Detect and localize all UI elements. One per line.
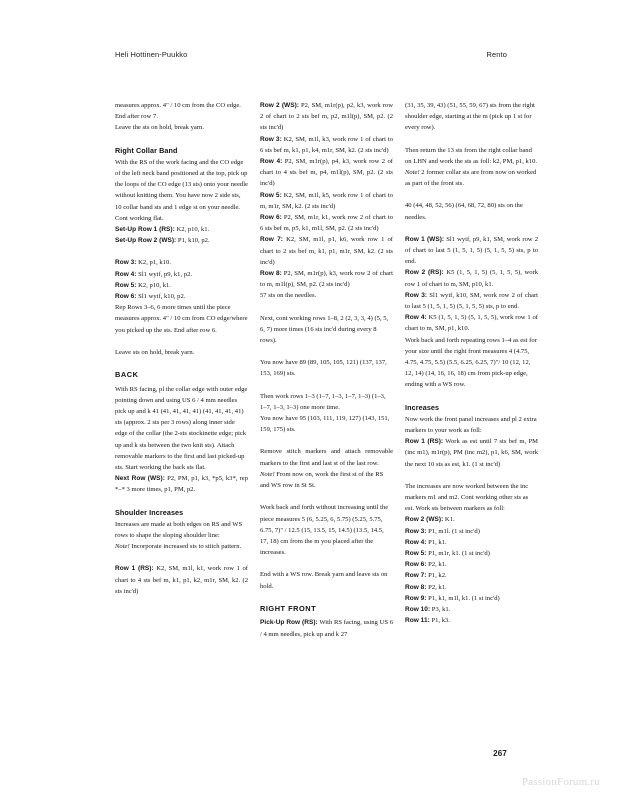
row-label: Row 4: bbox=[405, 314, 427, 322]
section-heading: Shoulder Increases bbox=[115, 507, 184, 517]
instruction-row: Row 5: P1, m1r, k1. (1 st inc'd) bbox=[405, 550, 490, 558]
note-label: Note! bbox=[115, 543, 130, 551]
instruction-row: Row 3: P1, m1l. (1 st inc'd) bbox=[405, 527, 480, 535]
row-label: Row 1 (RS): bbox=[405, 438, 444, 446]
row-label: Row 7: bbox=[260, 236, 283, 244]
major-section-heading: RIGHT FRONT bbox=[260, 603, 317, 613]
section-heading: Increases bbox=[405, 402, 440, 412]
watermark: PassionForum.ru bbox=[521, 776, 600, 788]
row-label: Row 3: bbox=[260, 135, 282, 143]
instruction-row: Row 6: P2, k1. bbox=[405, 561, 447, 569]
body-paragraph: Remove stitch markers and attach removable markers to the first and last st of the last row. bbox=[260, 448, 393, 467]
header-author: Heli Hottinen-Puukko bbox=[115, 50, 188, 59]
instruction-row: Row 3: K2, SM, m1l, k3, work row 1 of chart to 6 sts bef m, k1, p1, k4, m1r, SM, k2. (2 sts inc'd) bbox=[260, 135, 393, 154]
body-paragraph: (31, 35, 39, 43) (51, 55, 59, 67) sts from the right shoulder edge, starting at the m (pick up 1 st for every row). bbox=[405, 102, 535, 132]
body-paragraph: Note! Incorporate increased sts to stitch pattern. bbox=[115, 543, 242, 551]
instruction-row: Row 8: P2, SM, m1r(p), k3, work row 2 of chart to m, m1l(p), SM, p2. (2 sts inc'd) bbox=[260, 270, 393, 289]
body-paragraph: Note! From now on, work the first st of the RS and WS row in St St. bbox=[260, 470, 384, 490]
instruction-row: Row 8: P2, k1. bbox=[405, 583, 447, 591]
row-label: Row 3: bbox=[115, 259, 137, 267]
row-label: Row 9: bbox=[405, 594, 427, 602]
row-label: Row 6: bbox=[115, 293, 137, 300]
row-label: Row 5: bbox=[115, 281, 137, 289]
note-label: Note! bbox=[260, 470, 275, 478]
instruction-row: Row 10: P3, k1. bbox=[405, 606, 451, 614]
body-paragraph: Then work rows 1–3 (1–7, 1–3, 1–7, 1–3) (1–3, 1–7, 1–3, 1–3) one more time. bbox=[260, 392, 386, 411]
body-paragraph: With the RS of the work facing and the CO edge of the left neck band positioned at the top, pick up the loops of the CO edge (13 sts) onto your needle without knitting them. You have now 2 side sts, 10 collar band sts and 1 edge st on your needle. Cont working flat. bbox=[115, 158, 248, 222]
row-label: Row 5: bbox=[260, 191, 282, 199]
instruction-row: Set-Up Row 1 (RS): K2, p10, k1. bbox=[115, 225, 210, 233]
instruction-row: Row 2 (WS): K1. bbox=[405, 516, 455, 524]
header-pattern-name: Rento bbox=[486, 50, 507, 59]
row-label: Row 2 (WS): bbox=[260, 102, 299, 109]
instruction-row: Next Row (WS): P2, PM, p1, k3, *p5, k3*, rep *–* 3 more times, p1, PM, p2. bbox=[115, 475, 249, 494]
instruction-row: Row 2 (WS): P2, SM, m1r(p), p2, k3, work row 2 of chart to 2 sts bef m, p2, m1l(p), SM, p2. (2 sts inc'd) bbox=[260, 102, 393, 132]
row-label: Row 6: bbox=[405, 561, 427, 569]
body-paragraph: Leave the sts on hold, break yarn. bbox=[115, 124, 204, 132]
row-label: Row 3: bbox=[405, 527, 427, 535]
row-label: Row 4: bbox=[405, 538, 427, 546]
instruction-row: Row 1 (WS): Sl1 wyif, p9, k1, SM, work row 2 of chart to last 5 (1, 5, 1, 5) (5, 1, 5, 5) sts, p to end. bbox=[405, 235, 538, 266]
row-label: Set-Up Row 1 (RS): bbox=[115, 225, 175, 233]
body-paragraph: Then return the 13 sts from the right collar band on LHN and work the sts as foll: k2, PM, p1, k10. bbox=[405, 146, 538, 165]
body-paragraph: 40 (44, 48, 52, 56) (64, 68, 72, 80) sts on the needles. bbox=[405, 202, 523, 221]
page-header bbox=[115, 50, 507, 59]
body-paragraph: You now have 89 (89, 105, 105, 121) (137, 137, 153, 169) sts. bbox=[260, 359, 387, 378]
row-label: Row 1 (RS): bbox=[115, 565, 154, 573]
body-paragraph: Work back and forth repeating rows 1–4 as est for your size until the right front measures 4 (4.75, 4.75, 4.75, 5.5) (5.5, 6.25, 6.25, 7)"/ 10 (12, 12, 12, 14) (14, 16, 16, 18) cm from pick-up edge, ending with a WS row. bbox=[405, 336, 537, 389]
instruction-row: Row 6: P2, SM, m1r, k1, work row 2 of chart to 6 sts bef m, p5, k1, m1l, SM, p2. (2 sts inc'd) bbox=[260, 214, 393, 233]
body-paragraph: Rep Rows 3–6, 6 more times until the piece measures approx. 4" / 10 cm from CO edge/where you picked up the sts. End after row 6. bbox=[115, 304, 248, 334]
instruction-row: Row 7: P1, k2. bbox=[405, 572, 447, 580]
row-label: Row 10: bbox=[405, 606, 431, 614]
instruction-row: Row 7: K2, SM, m1l, p1, k6, work row 1 of chart to 2 sts bef m, k1, p1, m1r, SM, k2. (2 sts inc'd) bbox=[260, 236, 393, 266]
body-paragraph: Note! 2 former collar sts are from now on worked as part of the front sts. bbox=[405, 169, 537, 188]
body-paragraph: You now have 95 (103, 111, 119, 127) (143, 151, 159, 175) sts. bbox=[260, 415, 390, 434]
row-label: Row 4: bbox=[260, 158, 283, 166]
row-label: Row 5: bbox=[405, 550, 427, 558]
text-columns bbox=[115, 100, 540, 740]
note-label: Note! bbox=[405, 169, 420, 177]
row-label: Row 8: bbox=[405, 583, 427, 591]
row-label: Row 2 (WS): bbox=[405, 516, 444, 524]
instruction-row: Row 2 (RS): K5 (1, 5, 1, 5) (5, 1, 5, 5), work row 1 of chart to m, SM, p10, k1. bbox=[405, 269, 539, 288]
row-label: Row 1 (WS): bbox=[405, 235, 445, 243]
body-paragraph: With RS facing, pl the collar edge with outer edge pointing down and using US 6 / 4 mm needles pick up and k 41 (41, 41, 41, 41) (41, 41, 41, 41) sts (approx. 2 sts per 3 rows) along inner side edge of the collar (the 2-sts stockinette edge; pick up and k sts between the two knit sts). Attach removable markers to the first and last picked-up sts. Start working the back sts flat. bbox=[115, 385, 248, 472]
row-label: Row 6: bbox=[260, 214, 282, 222]
instruction-row: Row 4: P2, SM, m1r(p), p4, k3, work row 2 of chart to 4 sts bef m, p4, m1l(p), SM, p2. (2 sts inc'd) bbox=[260, 158, 393, 188]
column-2 bbox=[260, 100, 393, 640]
row-label: Row 2 (RS): bbox=[405, 269, 444, 277]
row-label: Next Row (WS): bbox=[115, 475, 165, 483]
major-section-heading: BACK bbox=[115, 370, 139, 380]
row-label: Row 4: bbox=[115, 270, 137, 278]
column-3 bbox=[405, 100, 538, 626]
instruction-row: Row 1 (RS): K2, SM, m1l, k1, work row 1 of chart to 4 sts bef m, k1, p1, k2, m1r, SM, k2. (2 sts inc'd) bbox=[115, 565, 248, 595]
instruction-row: Row 6: Sl1 wyif, k10, p2. bbox=[115, 293, 186, 300]
row-label: Row 3: bbox=[405, 291, 428, 299]
instruction-row: Row 9: P1, k1, m1l, k1. (1 st inc'd) bbox=[405, 594, 500, 602]
column-1 bbox=[115, 100, 248, 597]
instruction-row: Row 5: K2, p10, k1. bbox=[115, 281, 171, 289]
row-label: Row 11: bbox=[405, 617, 430, 625]
body-paragraph: 57 sts on the needles. bbox=[260, 292, 317, 300]
page-number: 267 bbox=[493, 749, 507, 758]
row-label: Set-Up Row 2 (WS): bbox=[115, 237, 177, 245]
row-label: Row 7: bbox=[405, 572, 427, 580]
body-paragraph: Now work the front panel increases and pl 2 extra markers to your work as foll: bbox=[405, 415, 537, 435]
instruction-row: Set-Up Row 2 (WS): P1, k10, p2. bbox=[115, 237, 210, 245]
body-paragraph: Next, cont working rows 1–8, 2 (2, 3, 3, 4) (5, 5, 6, 7) more times (16 sts inc'd during every 8 rows). bbox=[260, 314, 389, 345]
body-paragraph: The increases are now worked between the inc markers m1 and m2. Cont working other sts as est. Work sts between markers as foll: bbox=[405, 482, 529, 513]
instruction-row: Row 3: K2, p1, k10. bbox=[115, 259, 171, 267]
row-label: Pick-Up Row (RS): bbox=[260, 619, 318, 627]
instruction-row: Row 3: Sl1 wyif, k10, SM, work row 2 of chart to last 5 (1, 5, 1, 5) (5, 1, 5, 5) sts, p to end. bbox=[405, 291, 538, 311]
body-paragraph: Increases are made at both edges on RS and WS rows to shape the sloping shoulder line: bbox=[115, 520, 243, 539]
instruction-row: Row 4: K5 (1, 5, 1, 5) (5, 1, 5, 5), work row 1 of chart to m, SM, p1, k10. bbox=[405, 314, 538, 333]
instruction-row: Pick-Up Row (RS): With RS facing, using US 6 / 4 mm needles, pick up and k 27 bbox=[260, 619, 393, 638]
section-heading: Right Collar Band bbox=[115, 145, 178, 155]
instruction-row: Row 4: P1, k1. bbox=[405, 538, 447, 546]
instruction-row: Row 1 (RS): Work as est until 7 sts bef m, PM (inc m1), m1r(p), PM (inc m2), p1, k6, SM, work the next 10 sts as est, k1. (1 st inc'd) bbox=[405, 438, 538, 468]
instruction-row: Row 4: Sl1 wyif, p9, k1, p2. bbox=[115, 270, 193, 278]
instruction-row: Row 5: K2, SM, m1l, k5, work row 1 of chart to m, m1r, SM, k2. (2 sts inc'd) bbox=[260, 191, 393, 210]
instruction-row: Row 11: P1, k3. bbox=[405, 617, 450, 625]
body-paragraph: Leave sts on hold, break yarn. bbox=[115, 348, 195, 356]
body-paragraph: End with a WS row. Break yarn and leave sts on hold. bbox=[260, 571, 388, 590]
body-paragraph: Work back and forth without increasing until the piece measures 5 (6, 5.25, 6, 5.75) (5.25, 5.75, 6.75, 7)" / 12.5 (15, 13.5, 15, 14.5) (13.5, 14.5, 17, 18) cm from the m you placed after the increases. bbox=[260, 504, 389, 557]
row-label: Row 8: bbox=[260, 270, 282, 278]
body-paragraph: measures approx. 4" / 10 cm from the CO edge. End after row 7. bbox=[115, 102, 241, 121]
